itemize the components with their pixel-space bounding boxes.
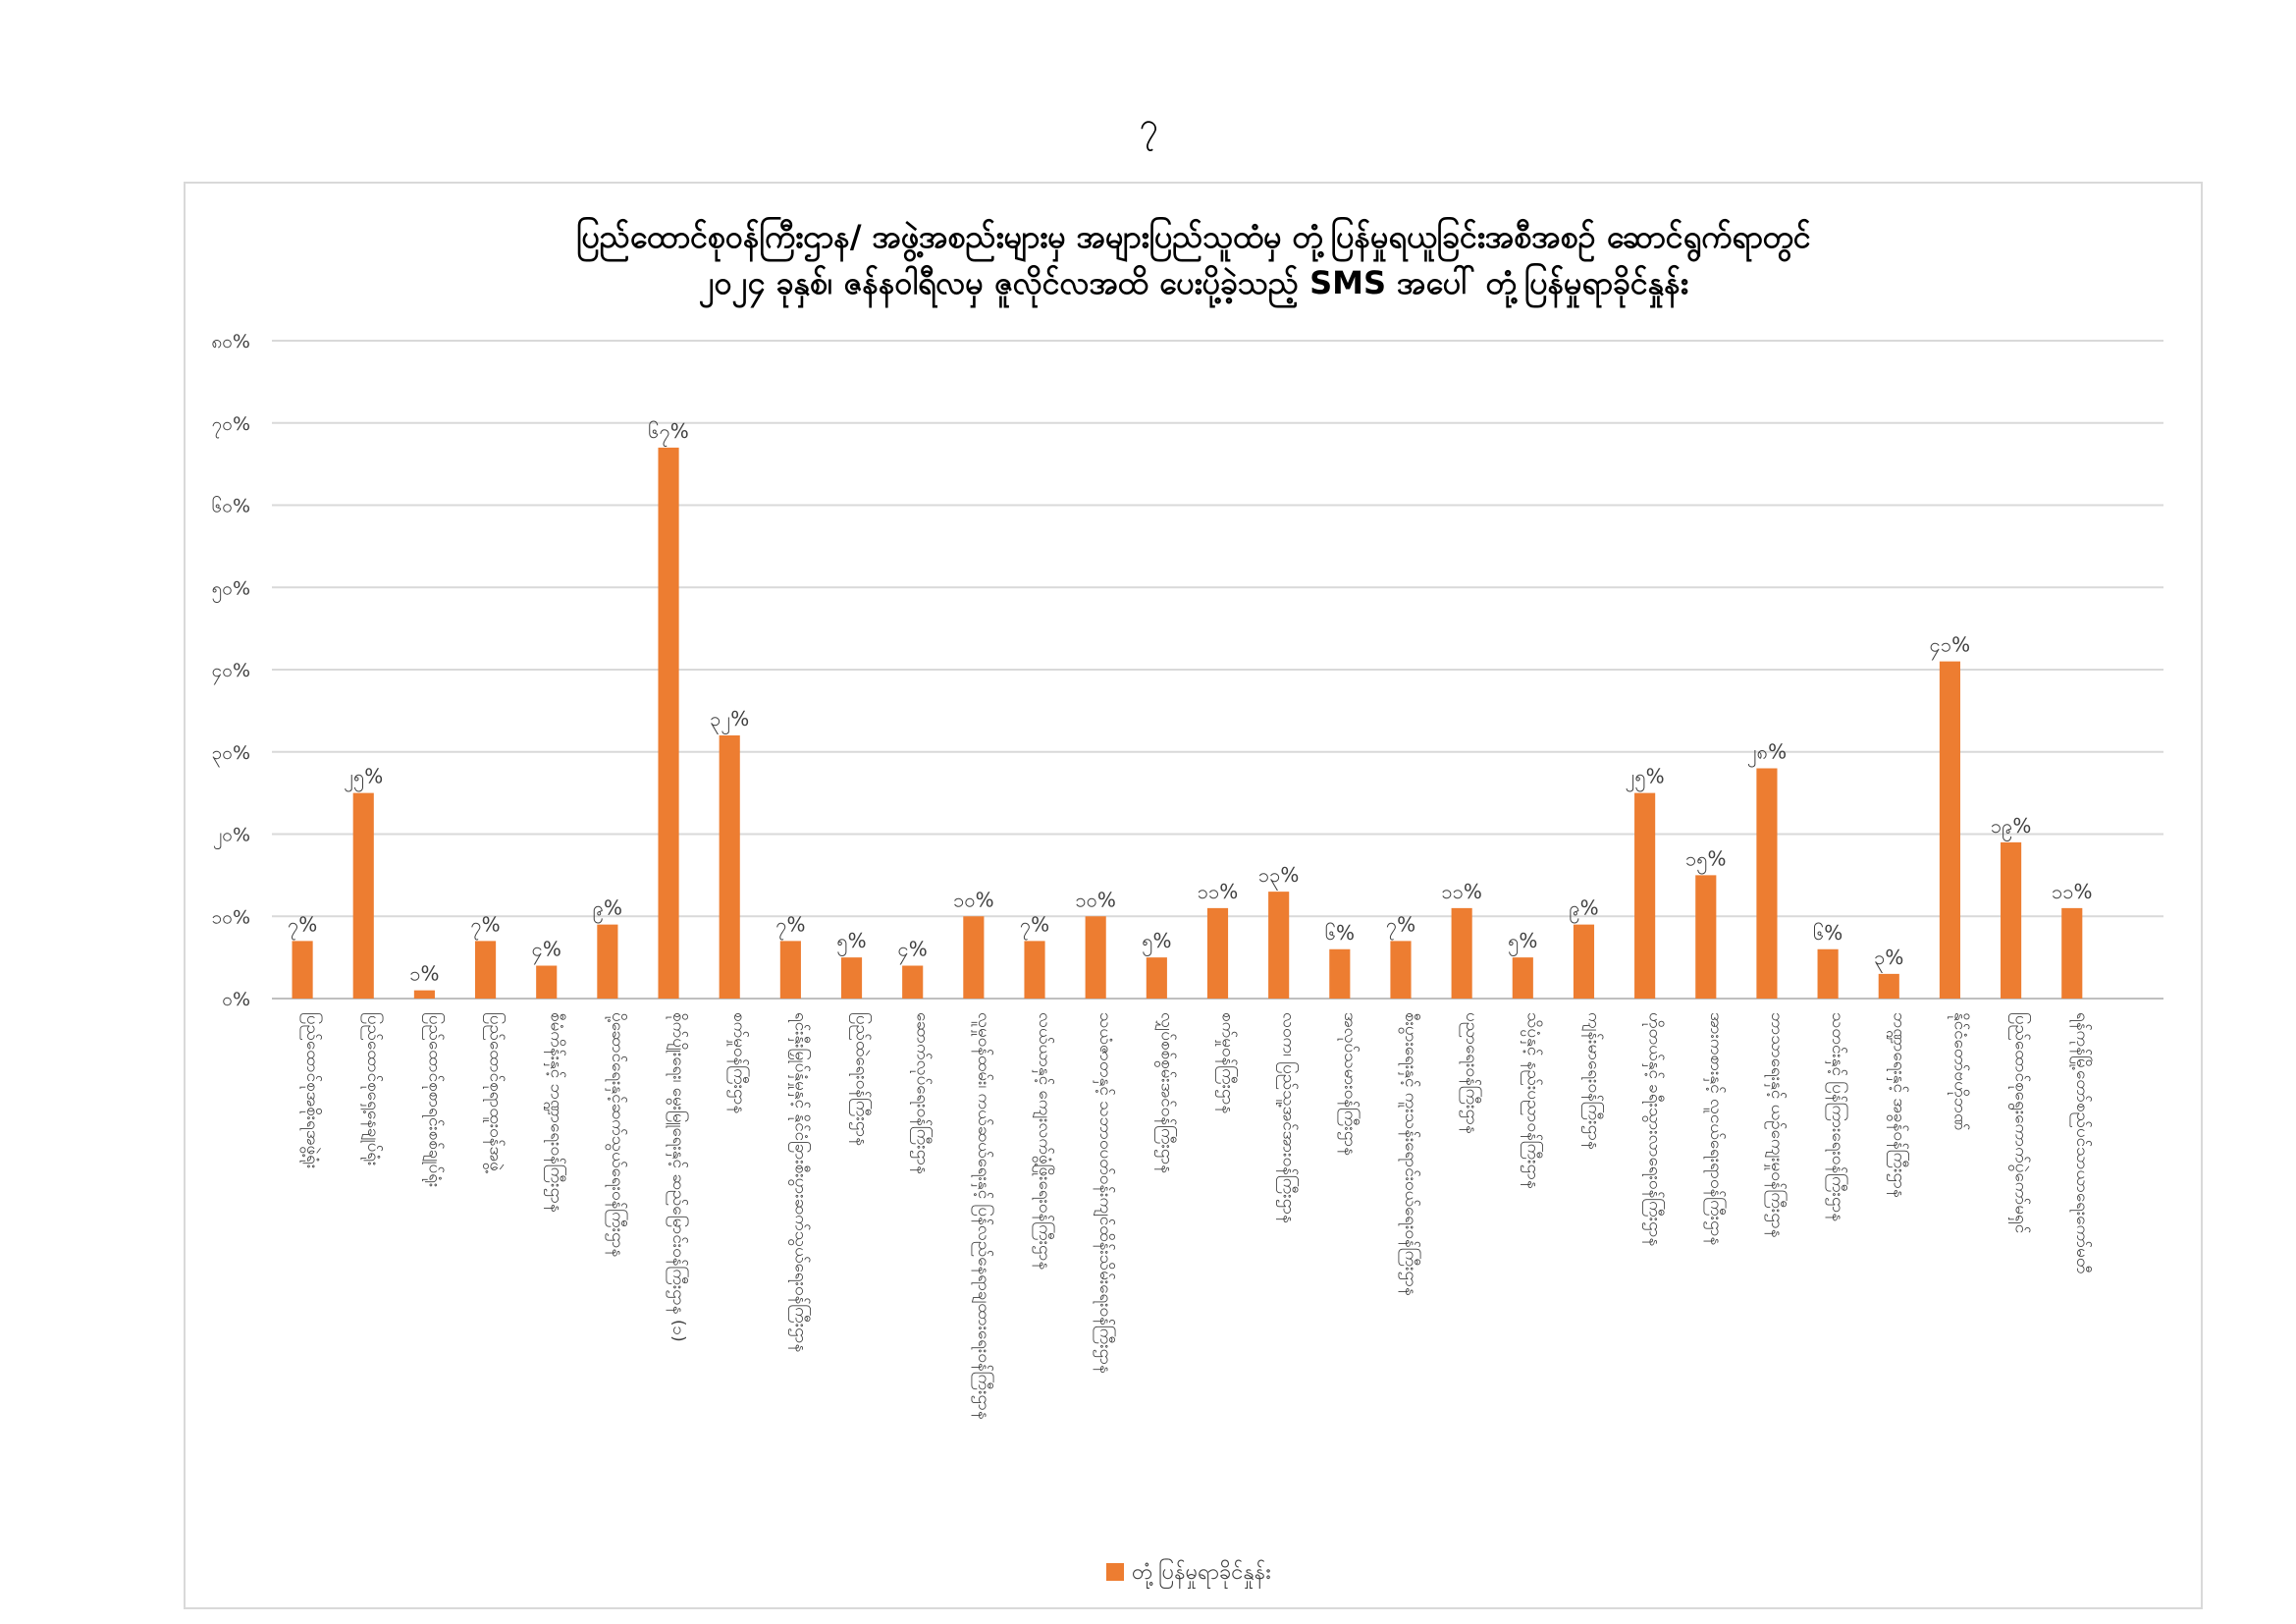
y-tick-label: ၂၀%	[212, 824, 250, 846]
data-label: ၇%	[775, 912, 806, 937]
bar	[2061, 908, 2082, 999]
data-label: ၉%	[1569, 895, 1599, 920]
bar	[1756, 769, 1777, 1000]
data-label: ၅%	[1508, 929, 1538, 953]
category-label: ဆောက်လုပ်ရေးဝန်ကြီးဌာန	[912, 1012, 933, 1174]
page-number: ၇	[1139, 106, 1158, 145]
category-label: ပြည်ထောင်စုရွေးကောက်ပွဲကော်မရှင်	[2010, 1012, 2031, 1234]
data-label: ၁၁%	[2052, 879, 2093, 903]
bar	[1207, 908, 1228, 999]
data-label: ၄%	[897, 937, 928, 961]
bar	[720, 735, 740, 999]
chart-title	[576, 218, 1811, 308]
category-label: လျှပ်စစ်စွမ်းအင်ဝန်ကြီးဌာန	[1156, 1012, 1177, 1174]
category-label: နိုင်ငံတော်ဗဟိုဘဏ်	[1949, 1012, 1970, 1131]
bar	[353, 793, 374, 999]
bar	[293, 941, 313, 999]
category-label: အားကစားနှင့် လူငယ်ရေးရာဝန်ကြီးဌာန	[1705, 1012, 1726, 1246]
category-label: ပညာရေးဝန်ကြီးဌာန	[1462, 1012, 1482, 1134]
data-labels	[288, 419, 2093, 986]
bar	[1513, 957, 1533, 999]
y-axis-tick-labels	[211, 331, 250, 1010]
bar	[1452, 908, 1472, 999]
y-tick-label: ၄၀%	[211, 660, 250, 681]
category-label: လူမှုဝန်ထမ်း၊ ကယ်ဆယ်ရေးနှင့် ပြန်လည်နေရာချထားရေးဝန်ကြီးဌာန	[973, 1012, 993, 1420]
data-label: ၃%	[1874, 945, 1904, 969]
category-label: ပို့ဆောင်ရေးနှင့်ဆက်သွယ်ရေးဝန်ကြီးဌာန	[607, 1012, 627, 1258]
data-label: ၂၈%	[1746, 739, 1788, 764]
category-label: ဟိုတယ်နှင့် ခရီးသွားလာရေးဝန်ကြီးဌာန	[1644, 1012, 1665, 1247]
chart-title-line: ပြည်ထောင်စုဝန်ကြီးဌာန/ အဖွဲ့အစည်းများမှ အများပြည်သူထံမှ တုံ့ပြန်မှုရယူခြင်းအစီအစဉ် ဆောင်ရွက်ရာတွင်	[576, 218, 1811, 255]
data-label: ၁၁%	[1441, 879, 1482, 903]
legend-swatch	[1106, 1563, 1124, 1581]
data-label: ၁၉%	[1990, 813, 2032, 838]
data-label: ၁၀%	[1075, 888, 1116, 912]
category-label: စိုက်ပျိုးရေး၊ မွေးမြူရေးနှင့် ဆည်မြောင်းဝန်ကြီးဌာန (၁)	[668, 1012, 689, 1342]
bar	[1024, 941, 1044, 999]
category-label: ပြည်ထောင်စုရာထူးဝန်အဖွဲ့	[485, 1012, 506, 1171]
bar	[658, 448, 678, 999]
category-labels	[299, 1012, 2094, 1420]
category-label: သိပ္ပံနှင့် နည်းပညာဝန်ကြီးဌာန	[1522, 1012, 1543, 1189]
legend-label: တုံ့ပြန်မှုရာခိုင်နှုန်း	[1132, 1560, 1271, 1585]
category-label: စီမံကိန်းနှင့် ဘဏ္ဍာရေးဝန်ကြီးဌာန	[546, 1012, 566, 1213]
category-label: စက်မှုဝန်ကြီးဌာန	[729, 1012, 750, 1114]
bar	[1390, 941, 1411, 999]
bar	[597, 925, 617, 999]
data-label: ၁၁%	[1197, 879, 1239, 903]
y-tick-label: ၅၀%	[211, 577, 250, 600]
data-label: ၄%	[531, 937, 561, 961]
category-label: ဘာသာရေးနှင့် ယဉ်ကျေးမှုဝန်ကြီးဌာန	[1766, 1012, 1787, 1238]
bar	[1634, 793, 1655, 999]
category-label: ပြည်ထောင်စုစာရင်းစစ်ချုပ်ရုံး	[424, 1012, 445, 1188]
category-label: သယံဇာတနှင့် သဘာဝပတ်ဝန်းကျင်ထိန်းသိမ်းရေးဝန်ကြီးဌာန	[1095, 1012, 1116, 1374]
y-tick-label: ၃၀%	[211, 741, 250, 764]
legend	[1106, 1558, 1271, 1589]
data-label: ၁၀%	[953, 888, 994, 912]
category-label: လဝက၊ ပြည်သူ့အင်အားဝန်ကြီးဌာန	[1278, 1012, 1299, 1223]
bar	[902, 966, 923, 1000]
data-label: ၇%	[470, 912, 501, 937]
category-label: အလုပ်သမားဝန်ကြီးဌာန	[1339, 1012, 1360, 1157]
bar	[1574, 925, 1594, 999]
bar	[414, 991, 435, 999]
data-label: ၆၇%	[648, 418, 689, 443]
bar	[475, 941, 496, 999]
category-label: ရန်ကုန်မြို့တော်စည်ပင်သာယာရေးကော်မတီ	[2071, 1012, 2092, 1274]
chart-container	[184, 182, 2203, 1609]
data-label: ၅%	[836, 929, 867, 953]
bar	[1268, 892, 1289, 999]
bar	[1940, 662, 1960, 999]
bar	[963, 916, 984, 999]
data-label: ၇%	[1019, 912, 1050, 937]
data-label: ၇%	[1385, 912, 1416, 937]
data-label: ၅%	[1142, 929, 1172, 953]
category-label: လယ်ယာနှင့် ကျေးလက်ဖွံ့ဖြိုးရေးဝန်ကြီးဌာန	[1035, 1012, 1055, 1271]
category-label: စီးပွားရေးနှင့် ကူးသန်းရောင်းဝယ်ရေးဝန်ကြီးဌာန	[1400, 1012, 1420, 1296]
bar	[1147, 957, 1167, 999]
y-tick-label: ၇၀%	[211, 412, 250, 435]
category-label: ပြည်ထောင်စုရှေ့နေချုပ်ရုံး	[363, 1012, 384, 1166]
data-label: ၁%	[409, 961, 440, 986]
y-tick-label: ၀%	[222, 989, 250, 1010]
data-label: ၁၅%	[1685, 846, 1727, 871]
category-label: ကျန်းမာရေးဝန်ကြီးဌာန	[1583, 1012, 1604, 1150]
bar	[841, 957, 862, 999]
bar	[536, 966, 557, 1000]
category-label: စက်မှုဝန်ကြီးဌာန	[1217, 1012, 1238, 1114]
bar	[780, 941, 801, 999]
chart-title-line: ၂၀၂၄ ခုနှစ်၊ ဇန်နဝါရီလမှ ဇူလိုင်လအထိ ပေးပို့ခဲ့သည့် SMS အပေါ် တုံ့ပြန်မှုရာခိုင်နှုန်း	[699, 264, 1688, 301]
bar-chart	[186, 184, 2201, 1607]
category-label: ရင်းနှီးမြှုပ်နှံမှုနှင့် နိုင်ငံခြားစီးပွားဆက်သွယ်ရေးဝန်ကြီးဌာန	[790, 1012, 811, 1353]
data-label: ၆%	[1324, 920, 1355, 945]
data-label: ၉%	[592, 895, 623, 920]
bar	[1086, 916, 1106, 999]
data-label: ၂၅%	[344, 764, 384, 788]
data-label: ၁၃%	[1257, 863, 1300, 888]
category-label: ပြည်ထောင်စုအစိုးရအဖွဲ့ရုံး	[302, 1012, 323, 1169]
bar	[1695, 875, 1716, 999]
bar	[1818, 949, 1839, 999]
y-tick-label: ၁၀%	[211, 906, 250, 929]
data-label: ၇%	[287, 912, 318, 937]
bar	[2001, 842, 2021, 999]
data-label: ၃၂%	[710, 707, 750, 731]
bar	[1329, 949, 1350, 999]
data-label: ၂၅%	[1625, 764, 1665, 788]
data-label: ၆%	[1812, 920, 1843, 945]
y-tick-label: ၆၀%	[211, 495, 250, 517]
data-label: ၄၁%	[1929, 632, 1971, 657]
category-label: ဘဏ္ဍာရေးနှင့် အခွန်ဝန်ကြီးဌာန	[1889, 1012, 1909, 1198]
category-label: ပြည်ထဲရေးဝန်ကြီးဌာန	[851, 1012, 872, 1147]
bar	[1879, 974, 1899, 999]
y-tick-label: ၈၀%	[211, 331, 250, 352]
category-label: သတင်းနှင့် ပြန်ကြားရေးဝန်ကြီးဌာန	[1828, 1012, 1848, 1222]
